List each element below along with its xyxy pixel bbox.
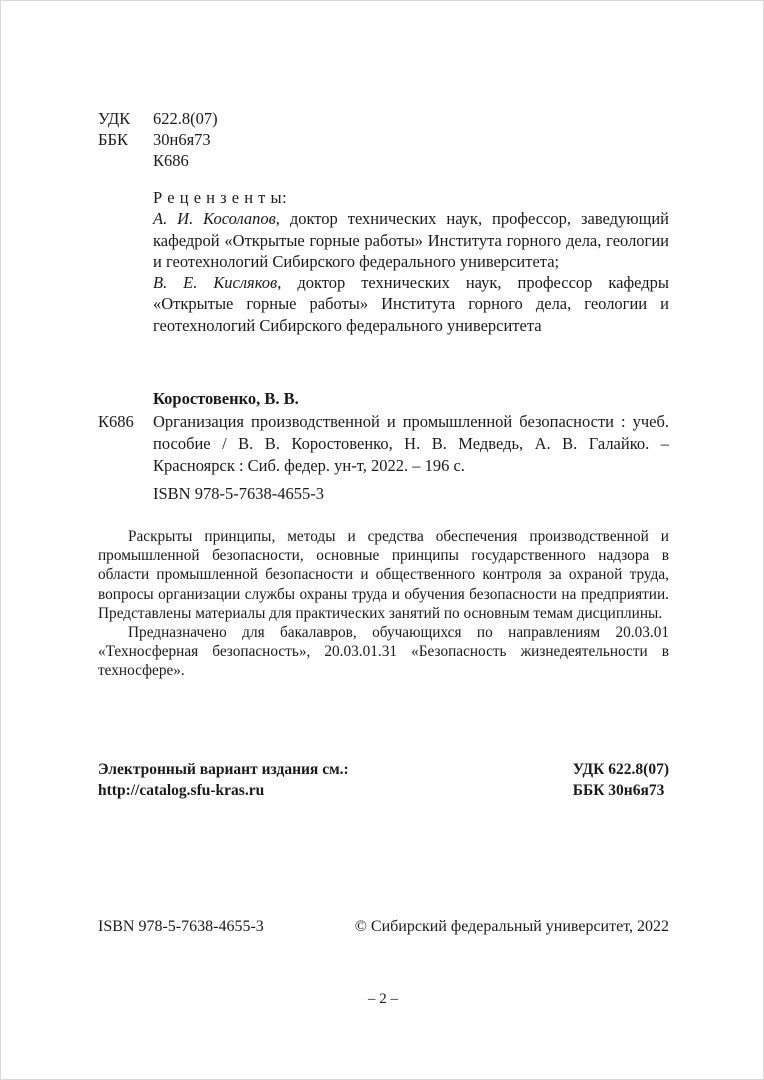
classification-codes <box>98 108 218 171</box>
electronic-note-left <box>98 759 349 801</box>
reviewer-name: В. Е. Кисляков <box>153 273 278 293</box>
reviewer-name: А. И. Косолапов <box>153 209 276 229</box>
bibliographic-entry <box>98 411 669 477</box>
bbk-repeat: ББК 30н6я73 <box>572 782 665 799</box>
entry-text: Организация производственной и промышленной безопасности : учеб. пособие / В. В. Коростовенко, Н. В. Медведь, А. В. Галайко. – Красноярск : Сиб. федер. ун-т, 2022. – 196 с. <box>153 412 669 475</box>
annotation-paragraph: Предназначено для бакалавров, обучающихся по направлениям 20.03.01 «Техносферная безопасность», 20.03.01.31 «Безопасность жизнедеятельности в техносфере». <box>98 624 669 680</box>
reviewer-description: , доктор технических наук, профессор, заведующий кафедрой «Открытые горные работы» Института горного дела, геологии и геотехнологий Сибирского федерального университета; <box>153 209 669 271</box>
reviewer-entry <box>153 208 669 272</box>
author-heading: Коростовенко, В. В. <box>153 389 299 408</box>
annotation-paragraph: Раскрыты принципы, методы и средства обеспечения производственной и промышленной безопасности, основные принципы государственного надзора в области промышленной безопасности и общественного контроля за охраной труда, вопросы организации службы охраны труда и обучения безопасности на предприятии. Представлены материалы для практических занятий по основным темам дисциплины. <box>98 528 669 622</box>
page-number: – 2 – <box>368 991 398 1007</box>
electronic-catalog-url: http://catalog.sfu-kras.ru <box>98 782 265 799</box>
bbk-row <box>98 129 218 150</box>
electronic-edition-note <box>98 759 669 801</box>
footer-isbn: ISBN 978-5-7638-4655-3 <box>98 918 264 935</box>
reviewers-heading: Р е ц е н з е н т ы: <box>153 188 288 207</box>
reviewers-section <box>153 187 669 336</box>
electronic-note-right <box>573 759 669 801</box>
reviewer-description: , доктор технических наук, профессор кафедры «Открытые горные работы» Института горного дела, геологии и геотехнологий Сибирского федерального университета <box>153 273 669 335</box>
udc-value: 622.8(07) <box>153 109 218 128</box>
book-code: К686 <box>153 151 189 170</box>
electronic-note-line: Электронный вариант издания см.: <box>98 761 349 778</box>
udc-repeat: УДК 622.8(07) <box>572 761 669 778</box>
annotation <box>98 527 669 681</box>
udc-label: УДК <box>98 109 131 128</box>
footer-copyright: © Сибирский федеральный университет, 2022 <box>354 918 669 935</box>
reviewer-entry <box>153 272 669 336</box>
entry-code: К686 <box>98 412 134 431</box>
footer-line <box>98 918 669 936</box>
isbn-line: ISBN 978-5-7638-4655-3 <box>153 484 324 503</box>
bbk-value: 30н6я73 <box>153 130 211 149</box>
bbk-label: ББК <box>98 130 128 149</box>
udc-row <box>98 108 218 129</box>
